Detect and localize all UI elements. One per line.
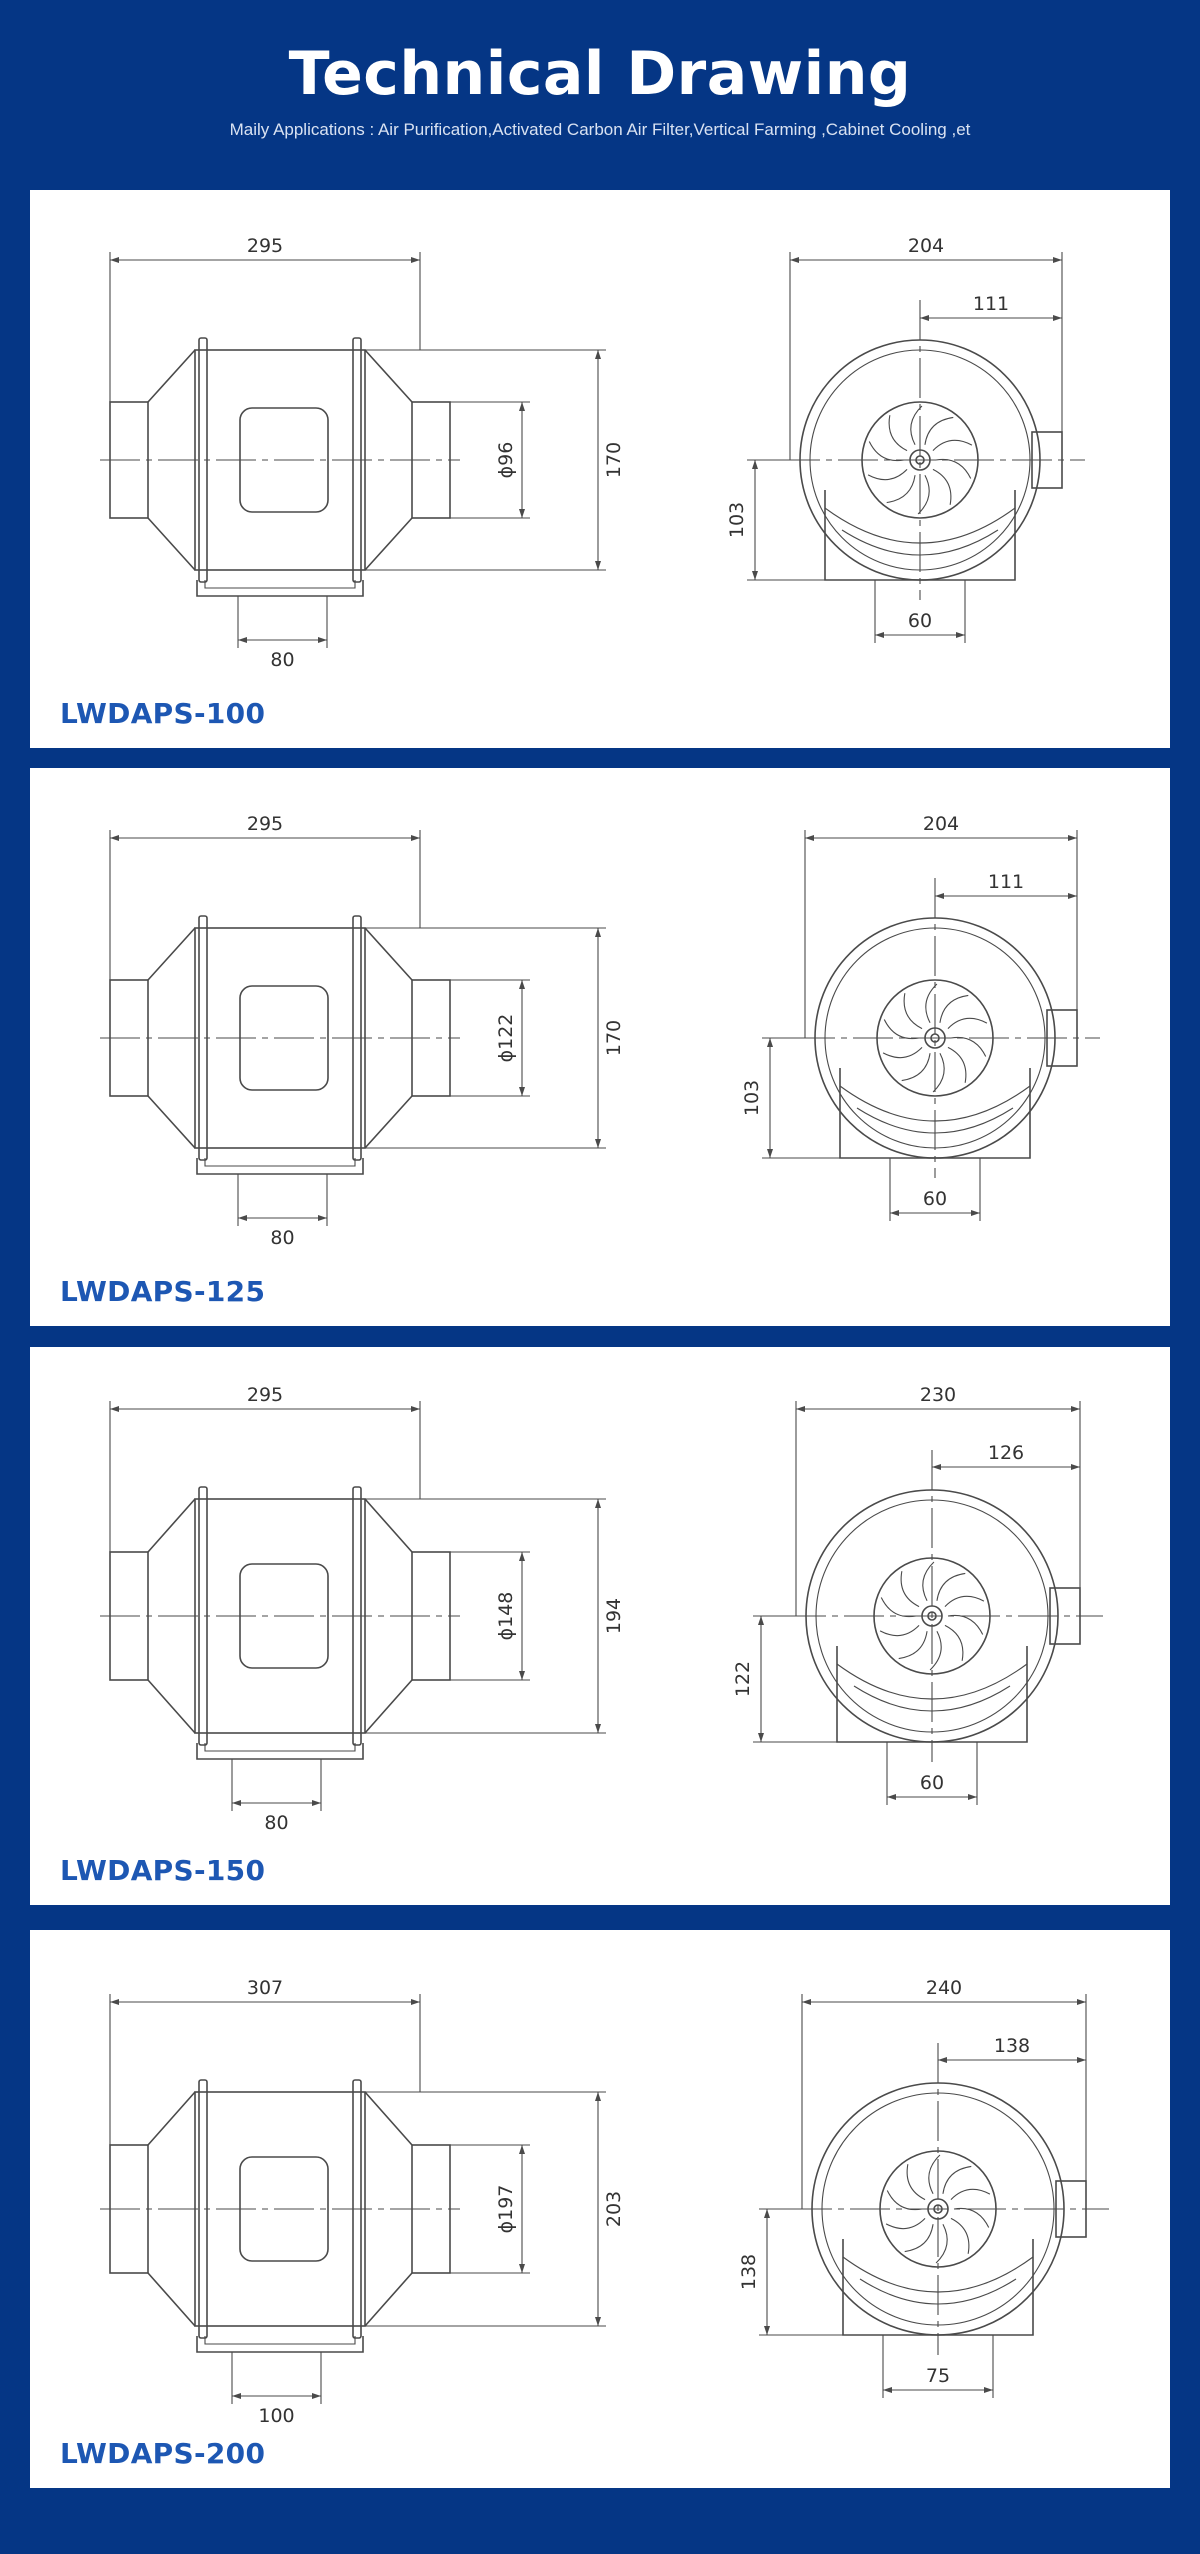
- model-label: LWDAPS-150: [60, 1854, 266, 1887]
- dimension-base: 60: [907, 610, 933, 632]
- front-view: [741, 813, 1100, 1221]
- technical-drawing: [30, 1347, 1170, 1905]
- side-view: [100, 1384, 625, 1834]
- drawing-panel: [30, 190, 1170, 748]
- technical-drawing: [30, 768, 1170, 1326]
- dimension-length: 295: [246, 813, 284, 835]
- dimension-length: 295: [246, 235, 284, 257]
- dimension-center-height: 122: [732, 1660, 754, 1698]
- front-view: [738, 1977, 1109, 2398]
- dimension-length: 307: [246, 1977, 284, 1999]
- dimension-base: 60: [922, 1188, 948, 1210]
- model-label: LWDAPS-200: [60, 2437, 266, 2470]
- dimension-half-width: 111: [987, 871, 1025, 893]
- dimension-base: 75: [925, 2365, 951, 2387]
- side-view: [100, 235, 625, 671]
- dimension-foot: 80: [270, 649, 295, 671]
- page-subtitle: Maily Applications : Air Purification,Activated Carbon Air Filter,Vertical Farming ,Cabinet Cooling ,et: [229, 120, 971, 139]
- side-view: [100, 1977, 625, 2427]
- dimension-height: 170: [603, 1019, 625, 1057]
- technical-drawing: [30, 1930, 1170, 2488]
- page-title: Technical Drawing: [288, 39, 912, 109]
- header: [0, 0, 1200, 190]
- dimension-height: 203: [603, 2190, 625, 2228]
- dimension-height: 194: [603, 1597, 625, 1635]
- front-view: [726, 235, 1085, 643]
- dimension-diameter: ϕ148: [495, 1591, 517, 1641]
- dimension-diameter: ϕ96: [495, 441, 517, 479]
- dimension-diameter: ϕ197: [495, 2184, 517, 2234]
- side-view: [100, 813, 625, 1249]
- dimension-foot: 80: [270, 1227, 295, 1249]
- dimension-center-height: 103: [726, 501, 748, 539]
- dimension-center-height: 103: [741, 1079, 763, 1117]
- front-view: [732, 1384, 1103, 1805]
- technical-drawing: [30, 190, 1170, 748]
- dimension-height: 170: [603, 441, 625, 479]
- dimension-foot: 100: [258, 2405, 295, 2427]
- dimension-foot: 80: [264, 1812, 289, 1834]
- dimension-base: 60: [919, 1772, 945, 1794]
- drawing-panel: [30, 768, 1170, 1326]
- model-label: LWDAPS-125: [60, 1275, 266, 1308]
- drawing-panel: [30, 1930, 1170, 2488]
- dimension-width: 240: [925, 1977, 963, 1999]
- dimension-half-width: 138: [993, 2035, 1031, 2057]
- dimension-width: 230: [919, 1384, 957, 1406]
- dimension-diameter: ϕ122: [495, 1013, 517, 1063]
- dimension-half-width: 111: [972, 293, 1010, 315]
- dimension-length: 295: [246, 1384, 284, 1406]
- dimension-width: 204: [922, 813, 960, 835]
- dimension-width: 204: [907, 235, 945, 257]
- model-label: LWDAPS-100: [60, 697, 266, 730]
- dimension-center-height: 138: [738, 2253, 760, 2291]
- dimension-half-width: 126: [987, 1442, 1025, 1464]
- drawing-panel: [30, 1347, 1170, 1905]
